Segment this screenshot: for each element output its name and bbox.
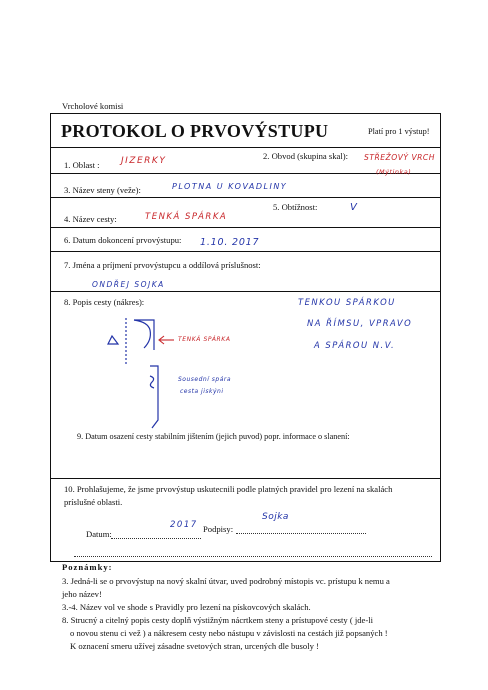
prohlaseni-line: príslušné oblasti. bbox=[64, 497, 123, 507]
datum-sign-label: Datum: bbox=[86, 529, 112, 539]
podpis-value: Sojka bbox=[262, 512, 289, 522]
signature-line bbox=[236, 533, 366, 534]
start-triangle-icon bbox=[108, 336, 118, 344]
oblast-label: 1. Oblast : bbox=[64, 160, 100, 170]
datum-sign-value: 2017 bbox=[170, 520, 198, 530]
popis-label: 8. Popis cesty (nákres): bbox=[64, 297, 145, 307]
podpisy-label: Podpisy: bbox=[203, 524, 234, 534]
note-line: K oznacení smeru užívej zásadne svetových stran, urcených dle busoly ! bbox=[70, 641, 319, 651]
note-line: 3. Jedná-li se o prvovýstup na nový skalní útvar, uved podrobný místopis vc. prístupu k nemu a bbox=[62, 576, 390, 586]
stena-value: PLOTNA U KOVADLINY bbox=[172, 182, 288, 191]
dotted-separator bbox=[74, 556, 432, 557]
obvod-value: STŘEŽOVÝ VRCH bbox=[364, 153, 435, 162]
note-line: jeho název! bbox=[62, 589, 102, 599]
obvod-note: (Mýtinka) bbox=[376, 168, 412, 176]
page-title: PROTOKOL O PRVOVÝSTUPU bbox=[61, 121, 329, 141]
popis-line: NA ŘÍMSU, VPRAVO bbox=[307, 318, 413, 328]
cesta-value: TENKÁ SPÁRKA bbox=[145, 212, 228, 222]
copy-note: Platí pro 1 výstup! bbox=[368, 127, 430, 136]
datum-value: 1.10. 2017 bbox=[200, 237, 260, 248]
obtiznost-label: 5. Obtížnost: bbox=[273, 202, 318, 212]
cesta-label: 4. Název cesty: bbox=[64, 214, 117, 224]
obvod-label: 2. Obvod (skupina skal): bbox=[263, 151, 348, 161]
popis-line: A SPÁROU N.V. bbox=[314, 340, 396, 350]
notes-heading: Poznámky: bbox=[62, 562, 113, 572]
sketch-note: cesta jiskýni bbox=[180, 388, 224, 395]
stena-label: 3. Název steny (veže): bbox=[64, 185, 141, 195]
note-line: 8. Strucný a citelný popis cesty doplň výstižným nácrtkem steny a prístupové cesty ( jde-li bbox=[62, 615, 373, 625]
note-line: o novou stenu ci vež ) a nákresem cesty nebo nástupu v závislosti na cestách již popsaných ! bbox=[70, 628, 388, 638]
commission-label: Vrcholové komisi bbox=[62, 101, 124, 111]
datum-label: 6. Datum dokoncení prvovýstupu: bbox=[64, 235, 182, 245]
oblast-value: JIZERKY bbox=[121, 156, 167, 166]
osazeni-label: 9. Datum osazení cesty stabilním jištením (jejich puvod) popr. informace o slanení: bbox=[77, 432, 350, 441]
obtiznost-value: V bbox=[350, 202, 359, 213]
note-line: 3.-4. Název vol ve shode s Pravidly pro lezení na pískovcových skalách. bbox=[62, 602, 311, 612]
jmena-value: ONDŘEJ SOJKA bbox=[92, 280, 165, 289]
sketch-note: Sousední spára bbox=[178, 376, 232, 383]
sketch-route-label: TENKÁ SPÁRKA bbox=[178, 336, 231, 343]
prohlaseni-line: 10. Prohlašujeme, že jsme prvovýstup uskutecnili podle platných pravidel pro lezení na skalách bbox=[64, 484, 393, 494]
jmena-label: 7. Jména a príjmení prvovýstupcu a oddílová príslušnost: bbox=[64, 260, 261, 270]
date-line bbox=[111, 538, 201, 539]
popis-line: TENKOU SPÁRKOU bbox=[298, 297, 396, 307]
